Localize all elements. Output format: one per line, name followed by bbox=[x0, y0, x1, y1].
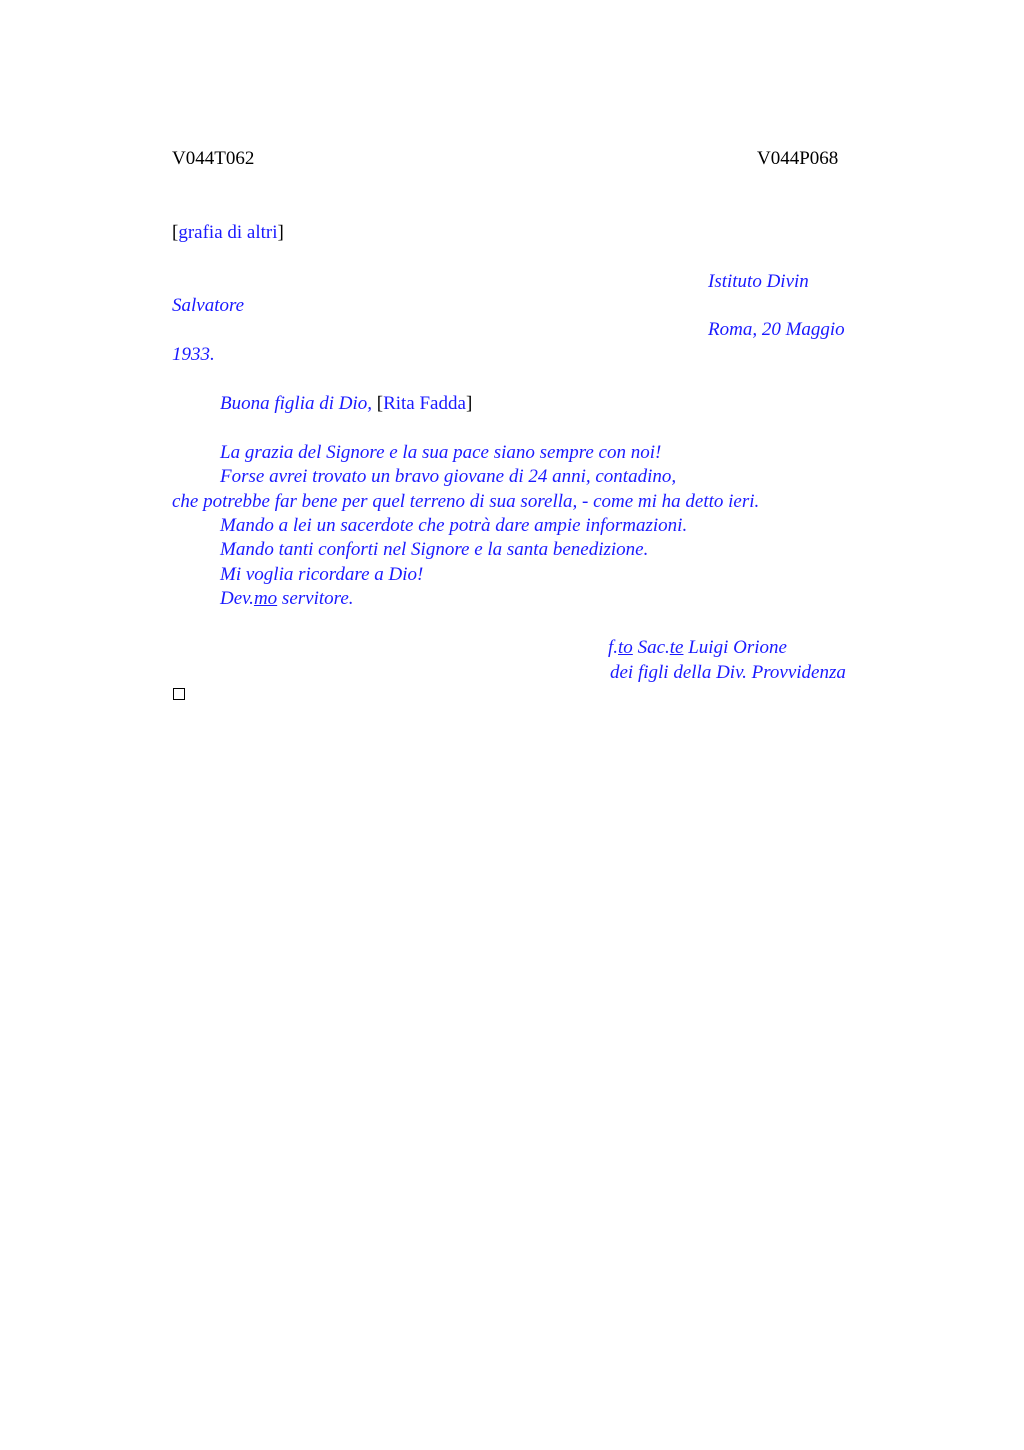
body-line-1: La grazia del Signore e la sua pace siano sempre con noi! bbox=[220, 442, 662, 463]
signature-line-1 bbox=[608, 636, 787, 660]
closing-suffix: servitore. bbox=[277, 588, 354, 609]
recipient-name: Rita Fadda bbox=[383, 393, 466, 414]
closing-abbrev: mo bbox=[253, 588, 278, 609]
recipient-open-bracket: [ bbox=[376, 393, 384, 414]
letterhead-date-line2: 1933. bbox=[172, 344, 215, 365]
signature-f-prefix: f. bbox=[608, 637, 619, 658]
note-close-bracket: ] bbox=[277, 222, 284, 243]
note-open-bracket: [ bbox=[172, 222, 179, 243]
body-line-4: Mando a lei un sacerdote che potrà dare ampie informazioni. bbox=[220, 515, 688, 536]
signature-sac-prefix: Sac. bbox=[632, 637, 670, 658]
document-code-right: V044P068 bbox=[757, 148, 839, 169]
signature-name: Luigi Orione bbox=[683, 637, 787, 658]
body-line-6: Mi voglia ricordare a Dio! bbox=[220, 564, 424, 585]
note-text: grafia di altri bbox=[178, 222, 278, 243]
closing-prefix: Dev. bbox=[220, 588, 254, 609]
letterhead-date-line1: Roma, 20 Maggio bbox=[708, 319, 845, 340]
editorial-note bbox=[172, 221, 284, 245]
salutation bbox=[220, 392, 472, 416]
signature-f-abbrev: to bbox=[618, 637, 633, 658]
body-line-3: che potrebbe far bene per quel terreno di sua sorella, - come mi ha detto ieri. bbox=[172, 491, 760, 512]
document-code-left: V044T062 bbox=[172, 148, 255, 169]
signature-sac-abbrev: te bbox=[669, 637, 684, 658]
salutation-text: Buona figlia di Dio, bbox=[220, 393, 372, 414]
body-line-5: Mando tanti conforti nel Signore e la santa benedizione. bbox=[220, 539, 649, 560]
body-line-2: Forse avrei trovato un bravo giovane di 24 anni, contadino, bbox=[220, 466, 677, 487]
closing-line bbox=[220, 587, 354, 611]
signature-line-2: dei figli della Div. Provvidenza bbox=[610, 662, 846, 683]
letterhead-place-line2: Salvatore bbox=[172, 295, 245, 316]
end-marker-square-icon bbox=[173, 688, 185, 700]
recipient-close-bracket: ] bbox=[465, 393, 473, 414]
letterhead-place-line1: Istituto Divin bbox=[708, 271, 809, 292]
